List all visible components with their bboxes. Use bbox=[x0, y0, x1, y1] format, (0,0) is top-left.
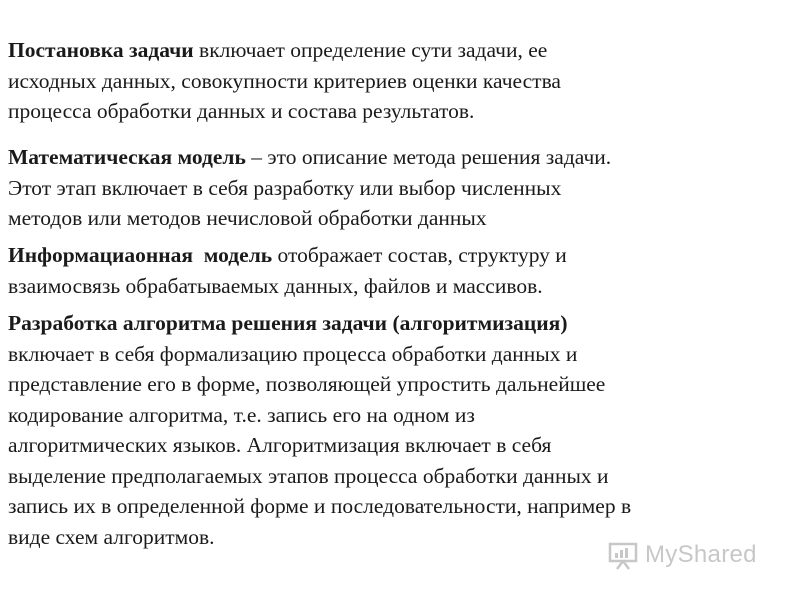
paragraph-line bbox=[8, 308, 792, 339]
term-info-model: Информациаонная модель bbox=[8, 243, 273, 267]
paragraph-problem-statement bbox=[8, 35, 792, 127]
term-problem-statement: Постановка задачи bbox=[8, 38, 194, 62]
paragraph-algorithm-development bbox=[8, 308, 792, 552]
paragraph-line: Этот этап включает в себя разработку или выбор численных bbox=[8, 175, 562, 200]
watermark-text: MyShared bbox=[645, 541, 757, 568]
paragraph-line: Математическая модель – это описание метода решения задачи. bbox=[8, 145, 612, 169]
term-math-model: Математическая модель bbox=[8, 145, 246, 169]
paragraph-line: кодирование алгоритма, т.е. запись его на одном из bbox=[8, 402, 475, 427]
paragraph-line: запись их в определенной форме и последовательности, например в bbox=[8, 494, 632, 518]
term-algorithm-development: Разработка алгоритма решения задачи (алгоритмизация) bbox=[8, 311, 568, 335]
paragraph-line: включает в себя формализацию процесса обработки данных и bbox=[8, 341, 578, 366]
paragraph-line: исходных данных, совокупности критериев оценки качества bbox=[8, 68, 561, 93]
presentation-board-icon bbox=[607, 539, 639, 571]
paragraph-line: виде схем алгоритмов. bbox=[8, 524, 215, 549]
paragraph-info-model bbox=[8, 240, 792, 301]
watermark bbox=[607, 537, 767, 573]
paragraph-line: Информациаонная модель отображает состав, структуру и bbox=[8, 243, 567, 267]
paragraph-math-model bbox=[8, 142, 792, 234]
paragraph-line: Постановка задачи включает определение сути задачи, ее bbox=[8, 38, 548, 62]
paragraph-line: взаимосвязь обрабатываемых данных, файлов и массивов. bbox=[8, 273, 543, 298]
paragraph-line: процесса обработки данных и состава результатов. bbox=[8, 99, 475, 123]
paragraph-line: представление его в форме, позволяющей упростить дальнейшее bbox=[8, 372, 606, 396]
paragraph-line: выделение предполагаемых этапов процесса обработки данных и bbox=[8, 463, 609, 488]
paragraph-line: алгоритмических языков. Алгоритмизация включает в себя bbox=[8, 433, 552, 457]
paragraph-line: методов или методов нечисловой обработки данных bbox=[8, 206, 487, 230]
